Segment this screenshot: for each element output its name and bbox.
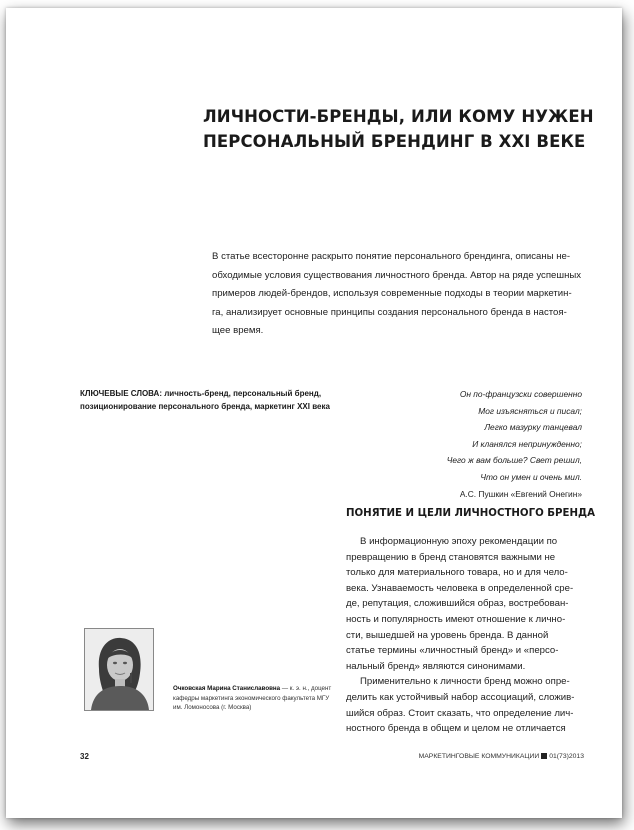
author-degree: — к. э. н., доцент	[280, 685, 332, 692]
epigraph-line: Мог изъясняться и писал;	[478, 405, 582, 416]
epigraph-line: И кланялся непринужденно;	[472, 438, 582, 449]
author-info	[173, 684, 343, 713]
abstract-line: га, анализирует основные принципы создания персонального бренда в настоя-	[212, 306, 567, 318]
section-body	[346, 534, 606, 737]
body-line: статье термины «личностный бренд» и «персо-	[346, 645, 559, 657]
body-line: В информационную эпоху рекомендации по	[360, 536, 558, 547]
body-line: де, репутация, сложившийся образ, востребован-	[346, 598, 569, 610]
epigraph-line: Чего ж вам больше? Свет решил,	[446, 455, 582, 466]
author-portrait-icon	[85, 629, 153, 710]
keywords-line: КЛЮЧЕВЫЕ СЛОВА: личность-бренд, персональный бренд,	[80, 389, 322, 398]
body-line: Применительно к личности бренд можно опре-	[360, 676, 570, 688]
square-separator-icon	[541, 753, 547, 759]
body-line: века. Узнаваемость человека в определенной сре-	[346, 582, 574, 594]
abstract-line: примеров людей-брендов, используя современные подходы в теории маркетин-	[212, 288, 572, 300]
abstract-line: щее время.	[212, 325, 264, 337]
body-line: только для материального товара, но и для чело-	[346, 567, 568, 579]
epigraph-attribution: А.С. Пушкин «Евгений Онегин»	[459, 488, 582, 499]
author-line: кафедры маркетинга экономического факультета МГУ	[173, 694, 330, 702]
article-abstract	[212, 248, 592, 341]
epigraph-line: Он по-французски совершенно	[459, 389, 582, 399]
body-line: сти, вышедшей на уровень бренда. В данной	[346, 629, 549, 641]
body-line: превращению в бренд становятся важными не	[346, 551, 556, 563]
keywords-line: позиционирование персонального бренда, маркетинг XXI века	[80, 401, 330, 411]
body-line: шийся образ. Стоит сказать, что определение лич-	[346, 707, 574, 719]
article-title	[203, 104, 603, 154]
author-name: Очковская Марина Станиславовна	[173, 685, 281, 692]
body-line: ностного бренда в общем и целом не отличается	[346, 723, 566, 735]
epigraph	[322, 386, 582, 502]
body-line: делить как устойчивый набор ассоциаций, сложив-	[346, 691, 575, 703]
section-heading: ПОНЯТИЕ И ЦЕЛИ ЛИЧНОСТНОГО БРЕНДА	[346, 508, 595, 519]
journal-page	[6, 8, 622, 818]
title-line: ПЕРСОНАЛЬНЫЙ БРЕНДИНГ В XXI ВЕКЕ	[203, 132, 586, 151]
abstract-line: В статье всесторонне раскрыто понятие персонального брендинга, описаны не-	[212, 251, 571, 262]
body-line: нальный бренд» являются синонимами.	[346, 660, 526, 672]
journal-name: МАРКЕТИНГОВЫЕ КОММУНИКАЦИИ	[418, 753, 540, 760]
journal-issue: 01(73)2013	[549, 753, 584, 760]
page-number: 32	[80, 752, 89, 761]
epigraph-line: Что он умен и очень мил.	[480, 471, 582, 482]
abstract-line: обходимые условия существования личностного бренда. Автор на ряде успешных	[212, 269, 582, 281]
author-line: им. Ломоносова (г. Москва)	[173, 704, 252, 712]
epigraph-line: Легко мазурку танцевал	[484, 422, 582, 433]
author-line	[173, 684, 343, 694]
title-line: ЛИЧНОСТИ-БРЕНДЫ, ИЛИ КОМУ НУЖЕН	[203, 107, 594, 126]
journal-footer	[419, 753, 584, 760]
author-photo	[84, 628, 154, 711]
body-line: ность и популярность имеют отношение к лично-	[346, 613, 566, 625]
